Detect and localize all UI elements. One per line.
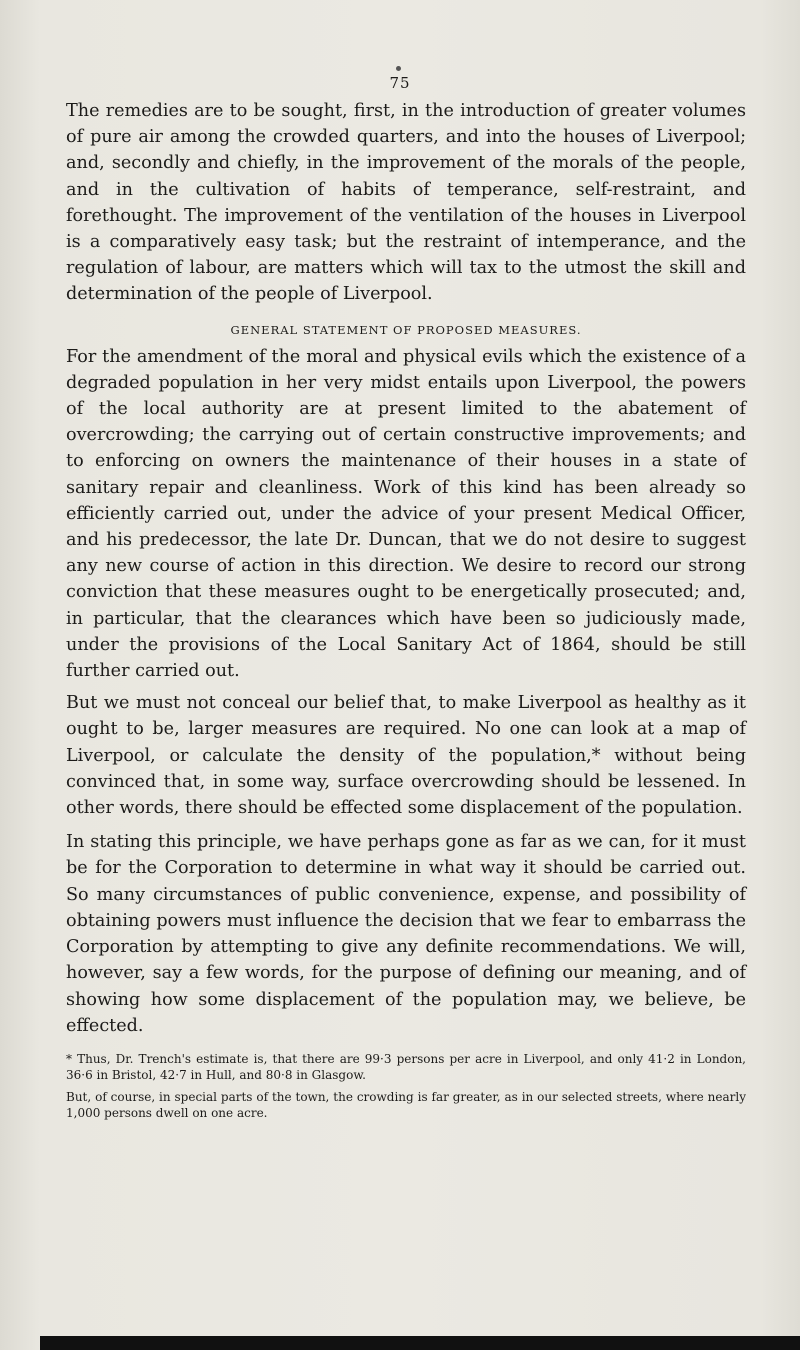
footnote-2: But, of course, in special parts of the town, the crowding is far greater, as in our selected streets, where nearly 1,000 persons dwell on one acre. [66, 1089, 746, 1121]
paragraph-3: But we must not conceal our belief that, to make Liverpool as healthy as it ought to be, larger measures are required. No one can look at a map of Liverpool, or calculate the density of the population,* without being convinced that, in some way, surface overcrowding should be lessened. In other words, there should be effected some displacement of the population. [66, 693, 746, 819]
paragraph-1: The remedies are to be sought, first, in the introduction of greater volumes of pure air among the crowded quarters, and into the houses of Liverpool; and, secondly and chiefly, in the improvement of the morals of the people, and in the cultivation of habits of temperance, self-restraint, and forethought. The improvement of the ventilation of the houses in Liverpool is a comparatively easy task; but the restraint of intemperance, and the regulation of labour, are matters which will tax to the utmost the skill and determination of the people of Liverpool. [66, 101, 746, 305]
section-heading: GENERAL STATEMENT OF PROPOSED MEASURES. [230, 322, 582, 337]
paragraph-2: For the amendment of the moral and physical evils which the existence of a degraded population in her very midst entails upon Liverpool, the powers of the local authority are at present limited to the abatement of overcrowding; the carrying out of certain constructive improvements; and to enforcing on owners the maintenance of their houses in a state of sanitary repair and cleanliness. Work of this kind has been already so efficiently carried out, under the advice of your present Medical Officer, and his predecessor, the late Dr. Duncan, that we do not desire to suggest any new course of action in this direction. We desire to record our strong conviction that these measures ought to be energetically prosecuted; and, in particular, that the clearances which have been so judiciously made, under the provisions of the Local Sanitary Act of 1864, should be still further carried out. [66, 346, 746, 682]
footnote-1: * Thus, Dr. Trench's estimate is, that there are 99·3 persons per acre in Liverpool, and only 41·2 in London, 36·6 in Bristol, 42·7 in Hull, and 80·8 in Glasgow. [66, 1051, 746, 1083]
page-number: 75 [389, 74, 411, 92]
paragraph-4: In stating this principle, we have perhaps gone as far as we can, for it must be for the Corporation to determine in what way it should be carried out. So many circumstances of public convenience, expense, and possibility of obtaining powers must influence the decision that we fear to embarrass the Corporation by attempting to give any definite recommendations. We will, however, say a few words, for the purpose of defining our meaning, and of showing how some displacement of the population may, we believe, be effected. [66, 832, 746, 1036]
body-text [66, 98, 746, 1127]
footnotes [66, 1051, 746, 1122]
printer-dot [396, 66, 401, 71]
bottom-edge-rule [40, 1336, 800, 1350]
